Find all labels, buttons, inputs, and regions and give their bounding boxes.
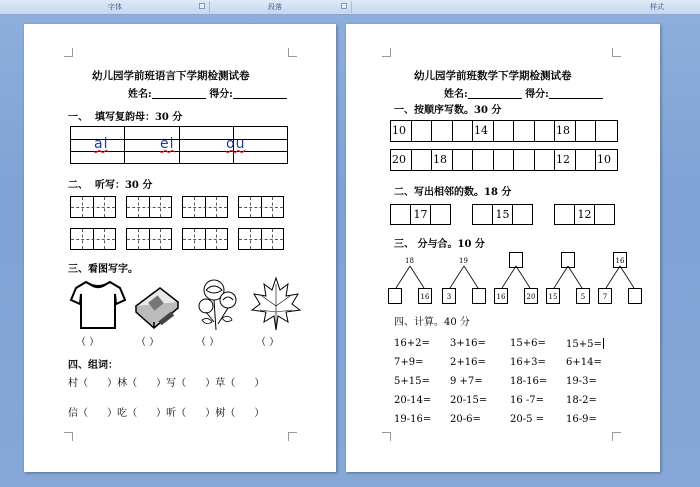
book-icon [132,282,182,328]
number-cell [453,121,474,141]
writing-box [238,196,284,218]
bond-total: 19 [459,257,468,265]
left-page[interactable] [24,24,336,472]
bond-line [606,266,620,288]
section-1-heading: 一、 填写复韵母：30 分 [68,112,183,123]
pinyin-answer: ou [226,136,246,152]
calc-problem: 16 -7= [510,395,545,406]
neighbor-box [554,204,575,225]
number-cell: 10 [597,153,611,166]
number-cell: 20 [391,150,412,170]
neighbor-box: 17 [410,204,431,225]
number-cell [576,150,597,170]
number-cell: 10 [391,121,412,141]
calc-problem: 7+9= [394,357,424,368]
maple-leaf-icon [250,276,302,332]
margin-mark [288,432,297,441]
number-cell [576,121,597,141]
neighbor-box [430,204,451,225]
neighbor-box [512,204,533,225]
pinyin-answer: ei [160,136,175,152]
text-cursor [603,338,604,349]
margin-mark [288,48,297,57]
calc-problem: 20-15= [450,395,488,406]
pinyin-answer: ai [94,136,109,152]
number-cell [494,150,515,170]
bond-part-box: 5 [576,288,590,304]
ribbon-group-paragraph: 段落 [268,3,282,11]
calc-problem: 5+15= [394,376,430,387]
number-cell [535,150,556,170]
calc-problem: 3+16= [450,338,486,349]
number-cell [453,150,474,170]
ribbon-separator [209,1,210,13]
number-cell [514,150,535,170]
bond-total-box: 16 [613,252,627,268]
number-sequence-row [390,120,618,142]
number-cell [514,121,535,141]
section-3-heading: 三、看图写字。 [68,264,138,275]
number-cell [494,121,515,141]
margin-mark [382,48,391,57]
number-cell: 12 [555,150,576,170]
page-title: 幼儿园学前班语言下学期检测试卷 [92,70,250,82]
neighbor-box [390,204,411,225]
calc-problem: 16+3= [510,357,546,368]
name-field: 姓名: 得分: [444,85,603,100]
bond-line [464,266,478,288]
number-cell [412,121,433,141]
calc-problem: 9 +7= [450,376,483,387]
name-field: 姓名: 得分: [128,85,287,100]
answer-parentheses: （ ） [256,337,280,348]
calc-problem: 15+5= [566,339,602,350]
bond-part-box: 7 [598,288,612,304]
calc-problem: 19-16= [394,414,432,425]
answer-parentheses: （ ） [196,337,220,348]
number-cell [473,150,494,170]
word-row-1: 村（ ）林（ ）写（ ）草（ ） [68,378,265,389]
calc-problem: 18-16= [510,376,548,387]
neighbor-box [594,204,615,225]
section-2-heading: 二、 听写：30 分 [68,180,153,191]
number-cell [412,150,433,170]
ribbon-separator [351,1,352,13]
neighbor-box: 15 [492,204,513,225]
number-cell: 14 [473,121,494,141]
writing-box [70,196,116,218]
font-dialog-launcher-icon[interactable] [199,3,205,9]
calc-problem: 16-9= [566,414,597,425]
margin-mark [612,432,621,441]
answer-parentheses: （ ） [76,337,100,348]
section-2-heading: 二、写出相邻的数。18 分 [394,187,512,198]
calc-problem: 2+16= [450,357,486,368]
calc-problem: 15+6= [510,338,546,349]
section-4-heading: 四、组词： [68,360,118,371]
bond-total: 18 [405,257,414,265]
section-4-heading: 四、计算。40 分 [394,317,470,328]
number-cell: 18 [432,150,453,170]
margin-mark [382,432,391,441]
page-title: 幼儿园学前班数学下学期检测试卷 [414,70,572,82]
writing-box [182,196,228,218]
writing-box [238,228,284,250]
margin-mark [64,432,73,441]
calc-problem: 16+2= [394,338,430,349]
calc-problem: 20-14= [394,395,432,406]
ribbon-group-styles: 样式 [650,3,664,11]
bond-line [620,266,634,288]
section-1-heading: 一、按顺序写数。30 分 [394,105,502,116]
number-cell [596,121,617,141]
bond-part-box: 16 [494,288,508,304]
bond-part-box: 16 [418,288,432,304]
word-row-2: 信（ ）吃（ ）听（ ）树（ ） [68,408,265,419]
calc-problem: 20-5 = [510,414,545,425]
bond-line [516,266,530,288]
margin-mark [64,48,73,57]
ribbon-group-font: 字体 [108,3,122,11]
bond-part-box: 3 [442,288,456,304]
bond-line [502,266,516,288]
calc-problem: 19-3= [566,376,597,387]
number-sequence-row [390,149,618,171]
calc-problem: 20-6= [450,414,481,425]
neighbor-box [472,204,493,225]
bond-part-box: 20 [524,288,538,304]
writing-box [126,196,172,218]
bond-part-box: 15 [546,288,560,304]
bond-line [554,266,568,288]
rose-icon [192,276,244,332]
writing-box [182,228,228,250]
ribbon-bar [0,0,700,15]
writing-box [126,228,172,250]
writing-box [70,228,116,250]
section-3-heading: 三、 分与合。10 分 [394,239,485,250]
number-cell [535,121,556,141]
calc-problem: 18-2= [566,395,597,406]
neighbor-box: 12 [574,204,595,225]
bond-line [410,266,424,288]
margin-mark [612,48,621,57]
right-page[interactable] [346,24,660,472]
answer-parentheses: （ ） [136,337,160,348]
number-bond-lines [390,252,650,312]
calc-problem: 6+14= [566,357,602,368]
paragraph-dialog-launcher-icon[interactable] [341,3,347,9]
t-shirt-icon [70,280,126,330]
bond-line [396,266,410,288]
bond-line [568,266,582,288]
number-cell [432,121,453,141]
number-cell: 18 [555,121,576,141]
bond-line [450,266,464,288]
